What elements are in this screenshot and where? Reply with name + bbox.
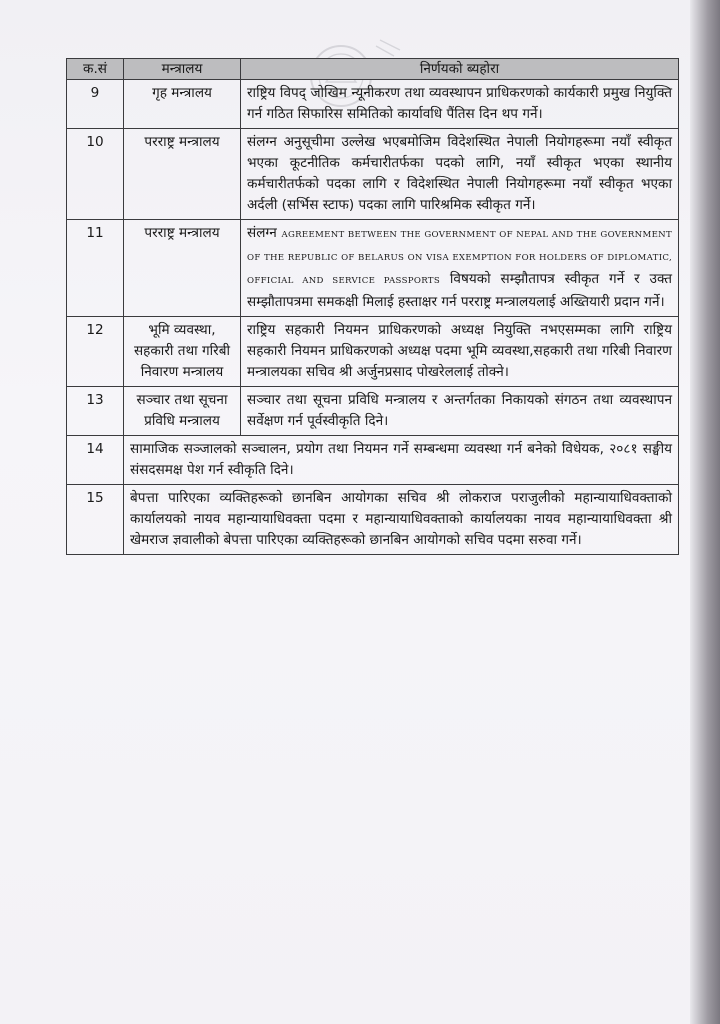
row-decision: सञ्चार तथा सूचना प्रविधि मन्त्रालय र अन्तर्गतका निकायको संगठन तथा व्यवस्थापन सर्वेक्षण गर्न पूर्वस्वीकृति दिने।	[241, 387, 679, 436]
header-decision-details: निर्णयको ब्यहोरा	[241, 59, 679, 80]
row-ministry: परराष्ट्र मन्त्रालय	[124, 220, 241, 317]
row-decision	[241, 220, 679, 317]
agreement-title-english: AGREEMENT BETWEEN THE GOVERNMENT OF NEPAL AND THE GOVERNMENT OF THE REPUBLIC OF BELARUS ON VISA EXEMPTION FOR HOLDERS OF DIPLOMATIC, OFFICIAL AND SERVICE PASSPORTS	[247, 230, 672, 286]
table-row	[67, 129, 679, 220]
header-ministry: मन्त्रालय	[124, 59, 241, 80]
row-decision: बेपत्ता पारिएका व्यक्तिहरूको छानबिन आयोगका सचिव श्री लोकराज पराजुलीको महान्यायाधिवक्ताको कार्यालयको नायव महान्यायाधिवक्ता पदमा र महान्यायाधिवक्ताको कार्यालयका नायव महान्यायाधिवक्ता श्री खेमराज ज्ञवालीको बेपत्ता पारिएका व्यक्तिहरूको छानबिन आयोगको सचिव पदमा सरुवा गर्ने।	[124, 485, 679, 555]
table-row	[67, 220, 679, 317]
row-number: 14	[67, 436, 124, 485]
row-number: 13	[67, 387, 124, 436]
row-ministry: भूमि व्यवस्था, सहकारी तथा गरिबी निवारण मन्त्रालय	[124, 317, 241, 387]
row-number: 10	[67, 129, 124, 220]
row-decision: राष्ट्रिय विपद् जोखिम न्यूनीकरण तथा व्यवस्थापन प्राधिकरणको कार्यकारी प्रमुख नियुक्ति गर्न गठित सिफारिस समितिको कार्यावधि पैंतिस दिन थप गर्ने।	[241, 80, 679, 129]
decision-prefix: संलग्न	[247, 225, 277, 241]
table-row	[67, 317, 679, 387]
row-number: 12	[67, 317, 124, 387]
row-ministry: सञ्चार तथा सूचना प्रविधि मन्त्रालय	[124, 387, 241, 436]
row-number: 9	[67, 80, 124, 129]
row-ministry: परराष्ट्र मन्त्रालय	[124, 129, 241, 220]
row-decision: राष्ट्रिय सहकारी नियमन प्राधिकरणको अध्यक्ष नियुक्ति नभएसम्मका लागि राष्ट्रिय सहकारी नियमन प्राधिकरणको अध्यक्ष पदमा भूमि व्यवस्था,सहकारी तथा गरिबी निवारण मन्त्रालयका सचिव श्री अर्जुनप्रसाद पोखरेललाई तोक्ने।	[241, 317, 679, 387]
row-ministry: गृह मन्त्रालय	[124, 80, 241, 129]
paper-edge-shadow	[690, 0, 720, 1024]
row-number: 11	[67, 220, 124, 317]
table-row	[67, 80, 679, 129]
table-row	[67, 436, 679, 485]
row-number: 15	[67, 485, 124, 555]
row-decision: सामाजिक सञ्जालको सञ्चालन, प्रयोग तथा नियमन गर्ने सम्बन्धमा व्यवस्था गर्न बनेको विधेयक, २०८१ सङ्घीय संसदसमक्ष पेश गर्न स्वीकृति दिने।	[124, 436, 679, 485]
decision-suffix: विषयको सम्झौतापत्र स्वीकृत गर्ने र उक्त सम्झौतापत्रमा समकक्षी मिलाई हस्ताक्षर गर्न परराष्ट्र मन्त्रालयलाई अख्तियारी प्रदान गर्ने।	[247, 271, 672, 310]
table-row	[67, 387, 679, 436]
row-decision: संलग्न अनुसूचीमा उल्लेख भएबमोजिम विदेशस्थित नेपाली नियोगहरूमा नयाँ स्वीकृत भएका कूटनीतिक कर्मचारीतर्फका पदको लागि, नयाँ स्वीकृत भएका स्थानीय कर्मचारीतर्फको पदका लागि र विदेशस्थित नेपाली नियोगहरूमा नयाँ स्वीकृत भएका अर्दली (सर्भिस स्टाफ) पदका लागि पारिश्रमिक स्वीकृत गर्ने।	[241, 129, 679, 220]
table-header-row	[67, 59, 679, 80]
table-row	[67, 485, 679, 555]
header-serial-number: क.सं	[67, 59, 124, 80]
cabinet-decision-table	[66, 58, 679, 555]
